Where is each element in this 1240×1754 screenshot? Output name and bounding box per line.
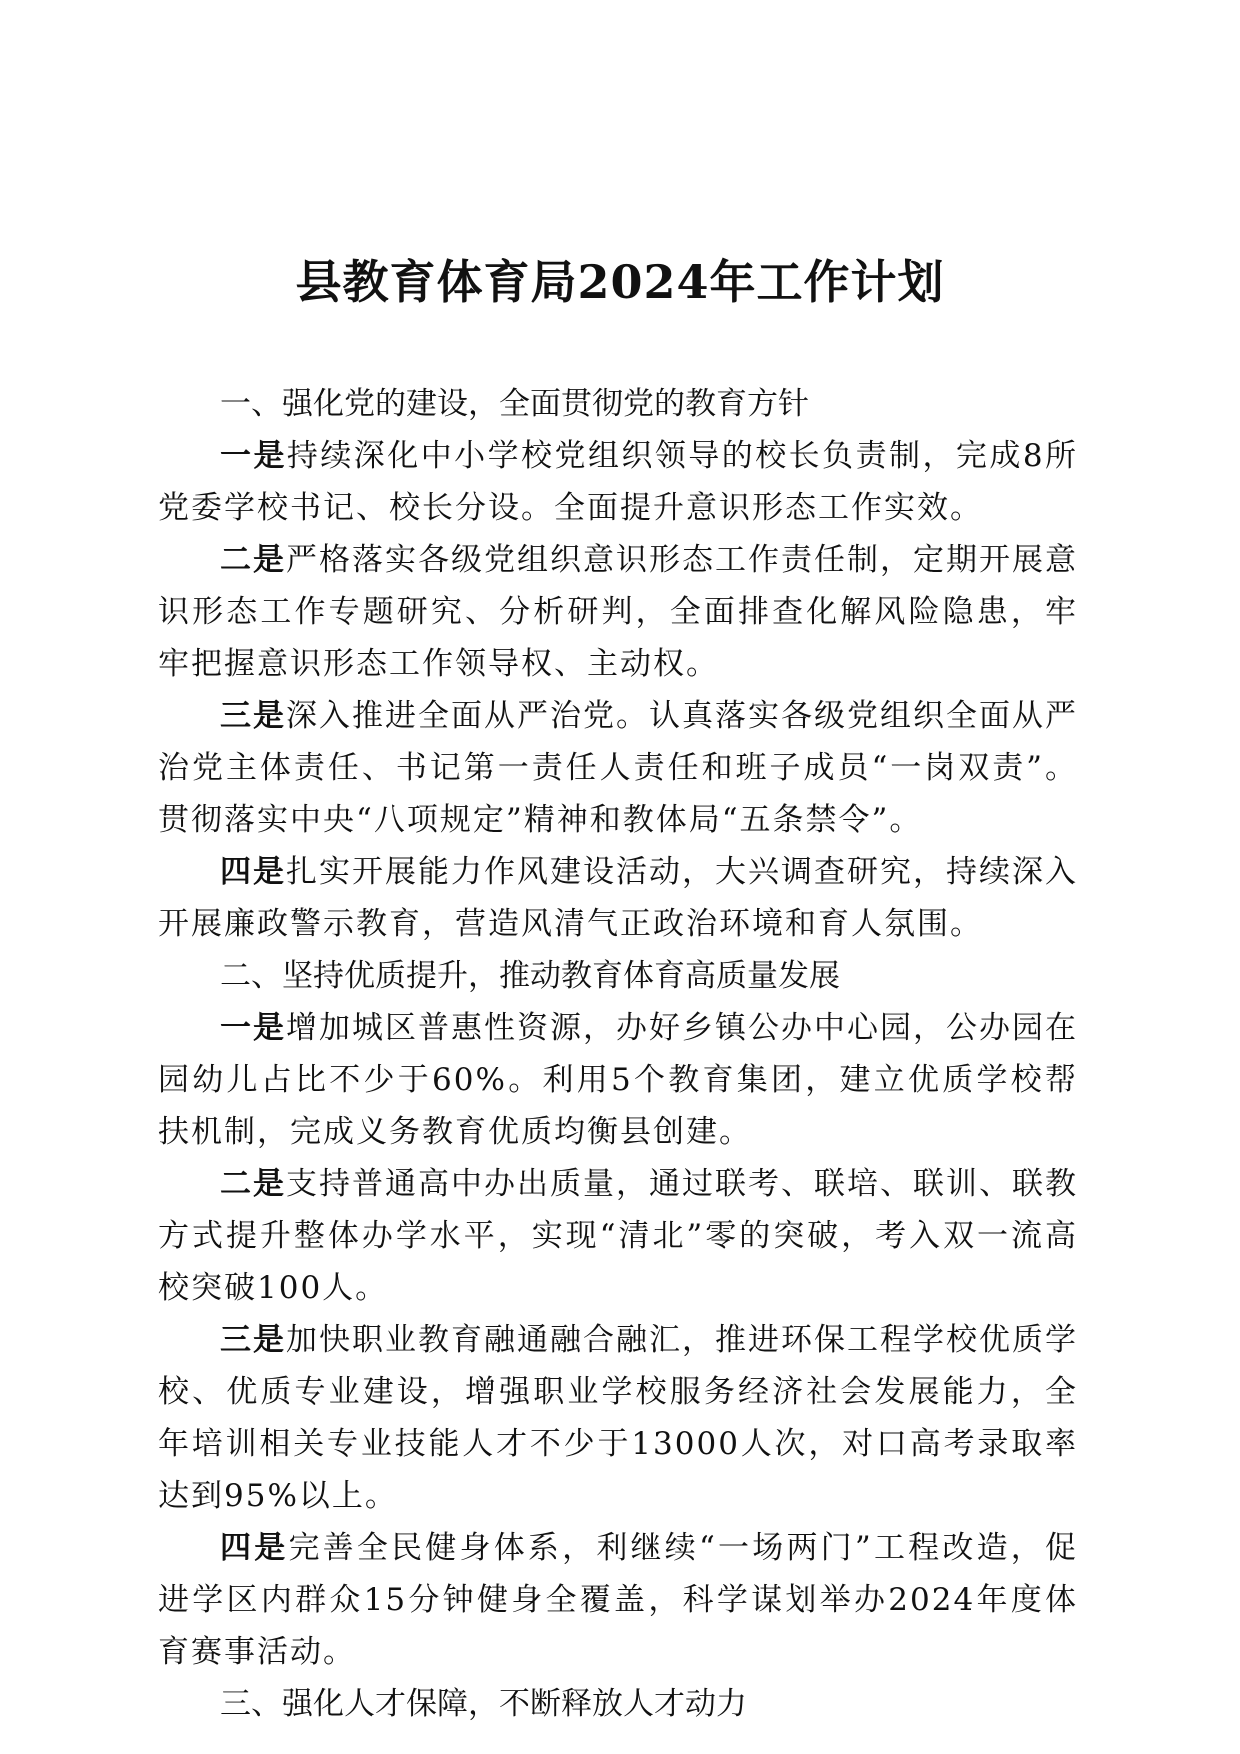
- paragraph: [158, 534, 1078, 690]
- paragraph: [158, 690, 1078, 846]
- paragraph-text: 扎实开展能力作风建设活动，大兴调查研究，持续深入开展廉政警示教育，营造风清气正政治环境和育人氛围。: [158, 854, 1078, 942]
- paragraph: [158, 846, 1078, 950]
- paragraph-lead: 二是: [220, 1166, 286, 1202]
- paragraph-text: 持续深化中小学校党组织领导的校长负责制，完成8所党委学校书记、校长分设。全面提升意识形态工作实效。: [158, 438, 1078, 526]
- section-heading: 三、强化人才保障，不断释放人才动力: [220, 1686, 747, 1722]
- paragraph-lead: 三是: [220, 1322, 286, 1358]
- paragraph-lead: 四是: [220, 854, 286, 890]
- paragraph-text: 完善全民健身体系，利继续“一场两门”工程改造，促进学区内群众15分钟健身全覆盖，科学谋划举办2024年度体育赛事活动。: [158, 1530, 1079, 1670]
- paragraph-text: 增加城区普惠性资源，办好乡镇公办中心园，公办园在园幼儿占比不少于60%。利用5个教育集团，建立优质学校帮扶机制，完成义务教育优质均衡县创建。: [158, 1010, 1078, 1150]
- section-heading: 一、强化党的建设，全面贯彻党的教育方针: [220, 386, 809, 422]
- paragraph: [158, 1158, 1078, 1314]
- document-body: [158, 378, 1078, 1730]
- paragraph-lead: 二是: [220, 542, 286, 578]
- paragraph-lead: 一是: [220, 1010, 286, 1046]
- paragraph: [158, 1314, 1078, 1522]
- paragraph-lead: 四是: [220, 1530, 289, 1566]
- paragraph-lead: 一是: [220, 438, 287, 474]
- section-heading: 二、坚持优质提升，推动教育体育高质量发展: [220, 958, 840, 994]
- paragraph-text: 加快职业教育融通融合融汇，推进环保工程学校优质学校、优质专业建设，增强职业学校服务经济社会发展能力，全年培训相关专业技能人才不少于13000人次，对口高考录取率达到95%以上。: [158, 1322, 1078, 1514]
- paragraph-text: 支持普通高中办出质量，通过联考、联培、联训、联教方式提升整体办学水平，实现“清北”零的突破，考入双一流高校突破100人。: [158, 1166, 1078, 1306]
- paragraph-lead: 三是: [220, 698, 286, 734]
- paragraph-text: 严格落实各级党组织意识形态工作责任制，定期开展意识形态工作专题研究、分析研判，全面排查化解风险隐患，牢牢把握意识形态工作领导权、主动权。: [158, 542, 1078, 682]
- paragraph: [158, 1002, 1078, 1158]
- paragraph-text: 深入推进全面从严治党。认真落实各级党组织全面从严治党主体责任、书记第一责任人责任和班子成员“一岗双责”。贯彻落实中央“八项规定”精神和教体局“五条禁令”。: [158, 698, 1078, 838]
- paragraph: [158, 1522, 1078, 1678]
- paragraph: [158, 430, 1078, 534]
- document-title: 县教育体育局2024年工作计划: [295, 255, 945, 309]
